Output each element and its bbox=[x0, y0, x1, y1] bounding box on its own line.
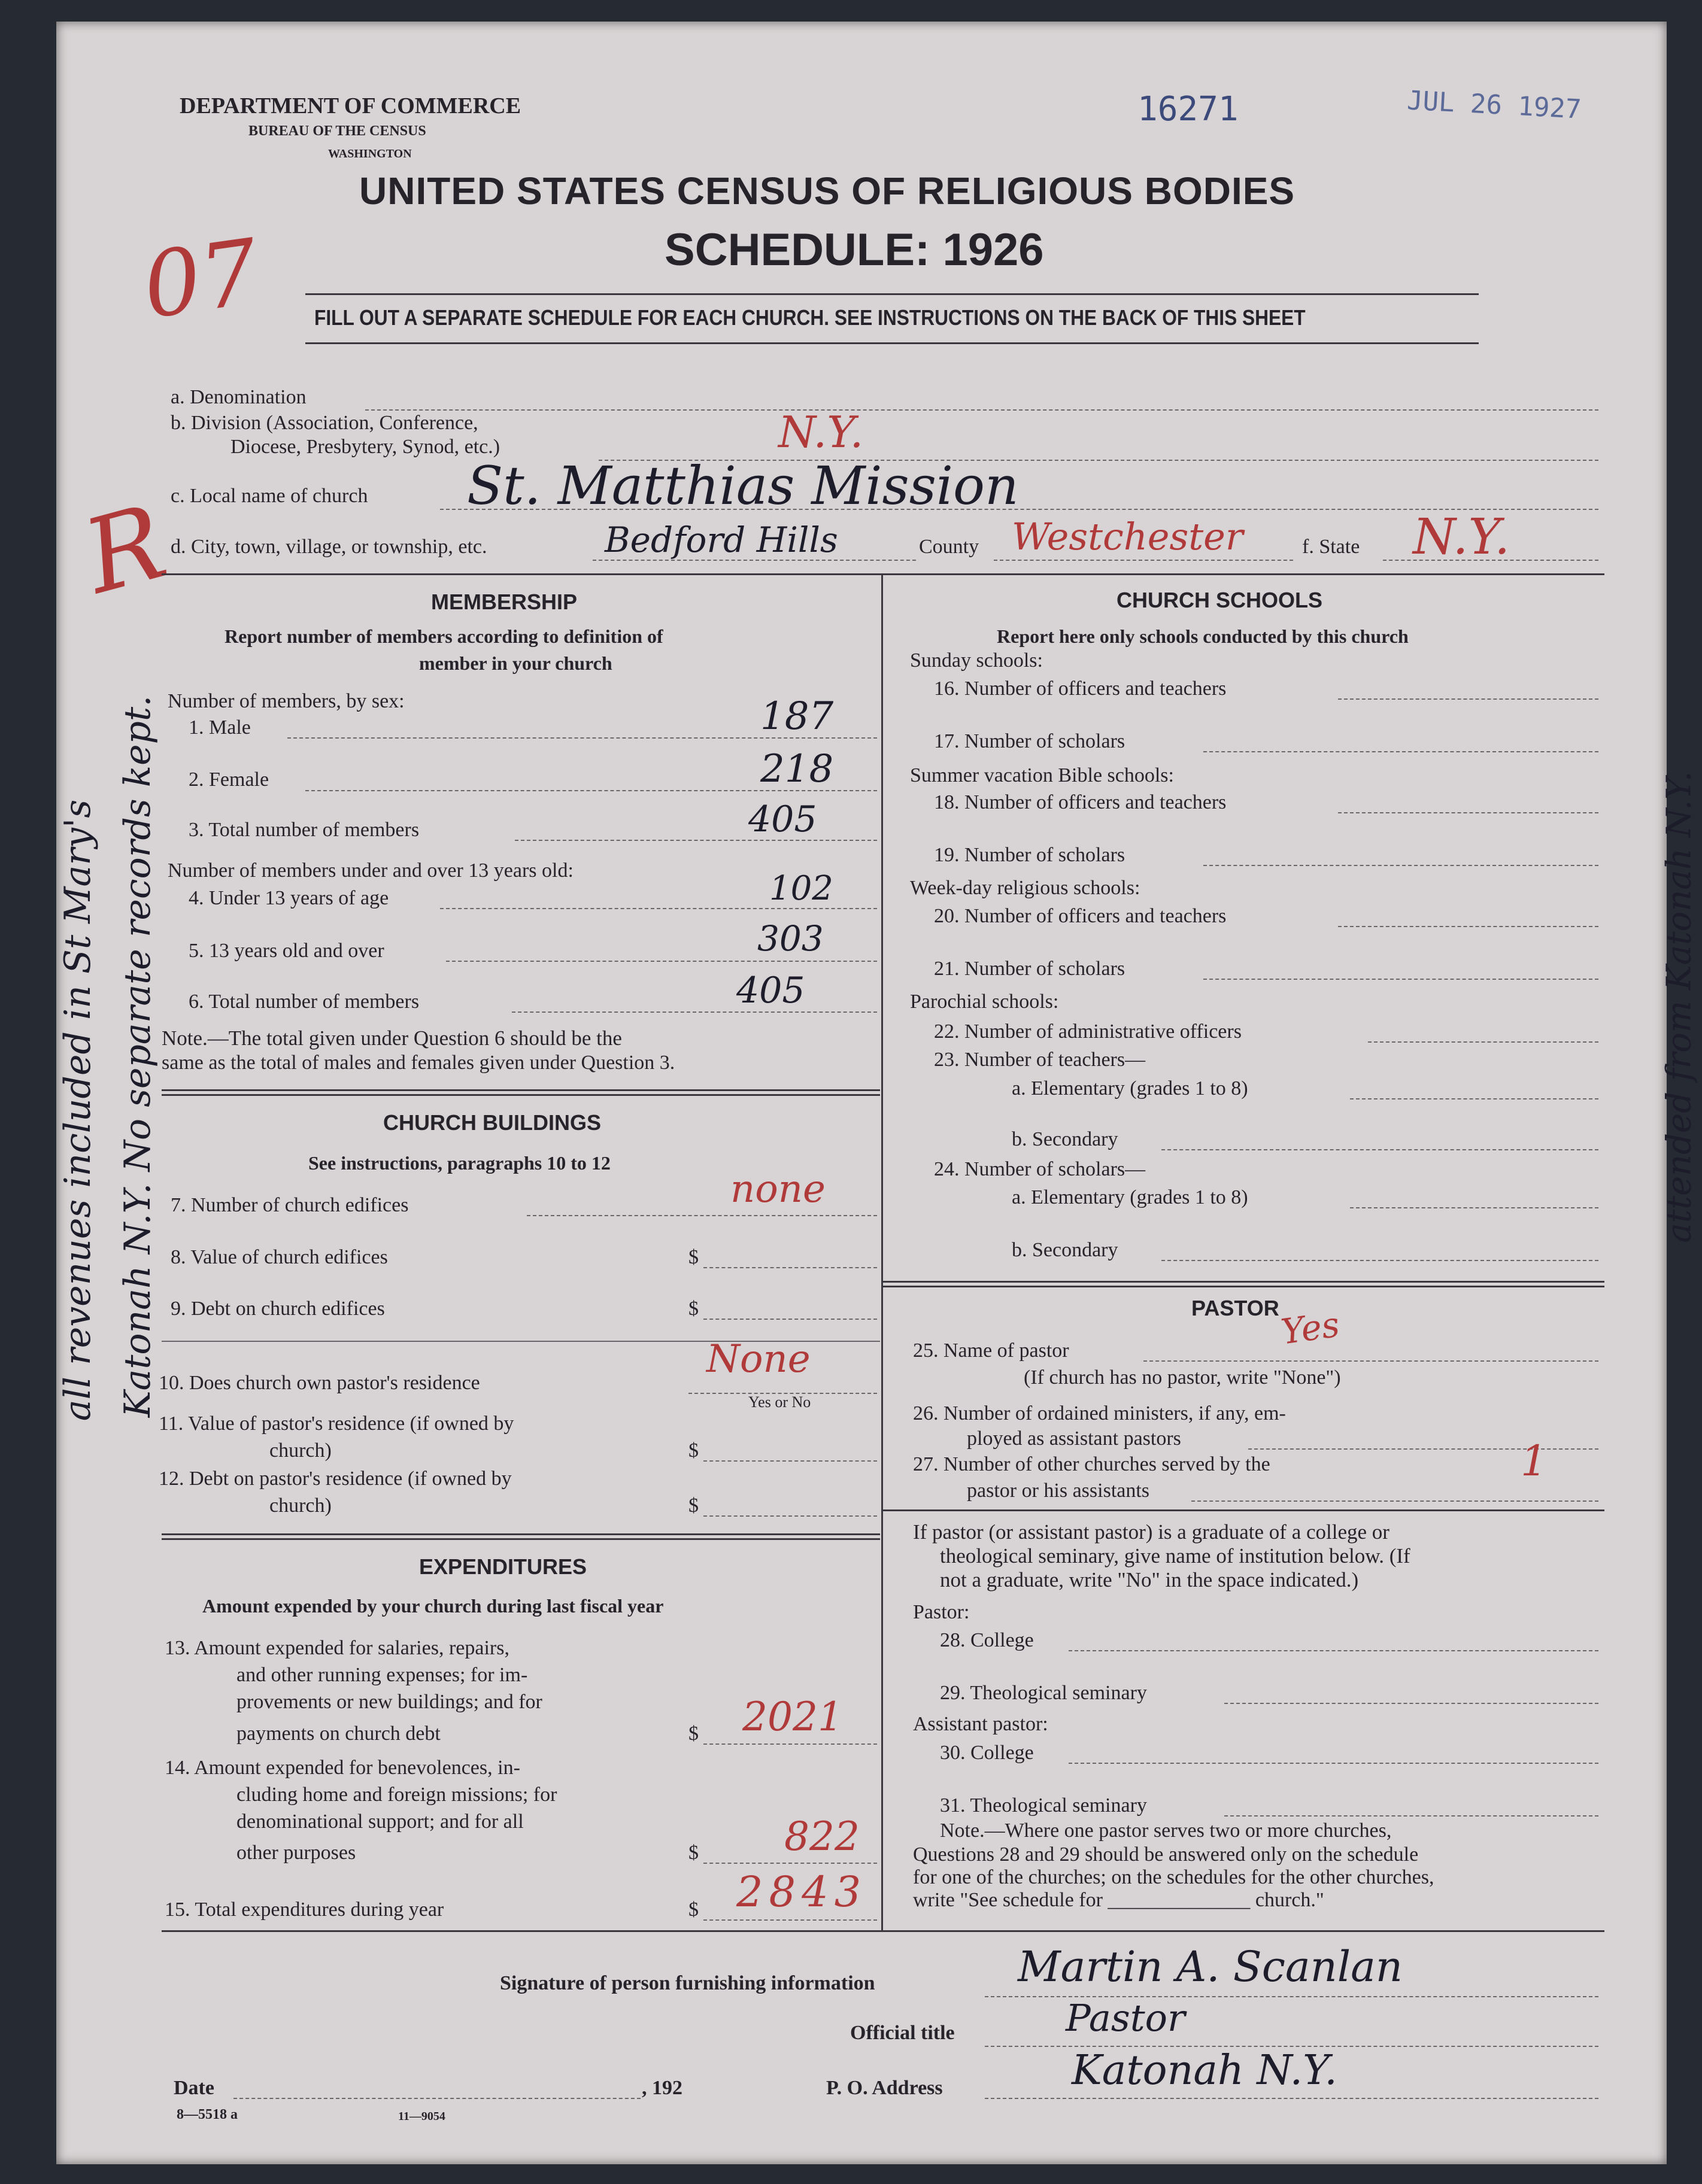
q10-yes-no-hint: Yes or No bbox=[748, 1393, 811, 1411]
q30-line[interactable] bbox=[1069, 1763, 1598, 1764]
membership-intro-1: Report number of members according to definition of bbox=[224, 625, 663, 647]
q30-label: 30. College bbox=[940, 1742, 1034, 1764]
q12-dollar: $ bbox=[688, 1495, 699, 1517]
q14-dollar: $ bbox=[688, 1842, 699, 1864]
schools-heading: CHURCH SCHOOLS bbox=[1117, 588, 1323, 612]
q13-label-2: and other running expenses; for im- bbox=[236, 1664, 528, 1686]
q31-label: 31. Theological seminary bbox=[940, 1794, 1147, 1817]
instruction-line: FILL OUT A SEPARATE SCHEDULE FOR EACH CHURCH. SEE INSTRUCTIONS ON THE BACK OF THIS SHEET bbox=[314, 305, 1306, 330]
q21-line[interactable] bbox=[1203, 979, 1598, 980]
county-label: County bbox=[919, 536, 979, 558]
date-year-suffix: , 192 bbox=[642, 2077, 682, 2099]
q23a-line[interactable] bbox=[1350, 1098, 1598, 1099]
q3-label: 3. Total number of members bbox=[189, 819, 420, 841]
state-value: N.Y. bbox=[1413, 509, 1510, 566]
buildings-heading: CHURCH BUILDINGS bbox=[383, 1110, 601, 1135]
q25-hint: (If church has no pastor, write "None") bbox=[1024, 1366, 1341, 1389]
q27-value: 1 bbox=[1521, 1436, 1548, 1486]
q7-line[interactable] bbox=[527, 1215, 877, 1216]
q13-label-3: provements or new buildings; and for bbox=[236, 1691, 542, 1713]
sunday-schools-label: Sunday schools: bbox=[910, 649, 1043, 672]
q6-label: 6. Total number of members bbox=[189, 991, 420, 1013]
q4-value: 102 bbox=[769, 869, 833, 908]
q18-line[interactable] bbox=[1338, 812, 1598, 813]
q5-line[interactable] bbox=[446, 961, 877, 962]
q13-label: 13. Amount expended for salaries, repairs, bbox=[165, 1637, 509, 1659]
left-margin-note-1: all revenues included in St Mary's bbox=[57, 799, 99, 1421]
division-label: b. Division (Association, Conference, bbox=[171, 412, 478, 434]
q11-line[interactable] bbox=[703, 1460, 877, 1462]
q17-line[interactable] bbox=[1203, 751, 1598, 752]
graduate-rule-top bbox=[883, 1509, 1604, 1511]
membership-heading: MEMBERSHIP bbox=[431, 590, 578, 614]
form-subtitle: SCHEDULE: 1926 bbox=[665, 224, 1044, 275]
q27-line[interactable] bbox=[1191, 1500, 1598, 1502]
po-address-line[interactable] bbox=[985, 2098, 1598, 2099]
q14-label-3: denominational support; and for all bbox=[236, 1811, 524, 1833]
membership-intro-2: member in your church bbox=[419, 652, 612, 674]
q1-value: 187 bbox=[760, 694, 834, 739]
q21-label: 21. Number of scholars bbox=[934, 958, 1125, 980]
local-name-value: St. Matthias Mission bbox=[467, 455, 1019, 517]
q4-line[interactable] bbox=[440, 908, 877, 909]
q8-dollar: $ bbox=[688, 1246, 699, 1268]
schools-subheading: Report here only schools conducted by this church bbox=[997, 625, 1409, 647]
form-number: 8—5518 a bbox=[177, 2107, 238, 2122]
q13-label-4: payments on church debt bbox=[236, 1723, 441, 1745]
q24b-label: b. Secondary bbox=[1012, 1239, 1118, 1261]
q14-line[interactable] bbox=[703, 1863, 877, 1864]
local-name-label: c. Local name of church bbox=[171, 485, 368, 507]
q18-label: 18. Number of officers and teachers bbox=[934, 791, 1227, 813]
city-label: d. City, town, village, or township, etc. bbox=[171, 536, 487, 558]
q26-label-2: ployed as assistant pastors bbox=[967, 1427, 1181, 1450]
city-value: Bedford Hills bbox=[605, 520, 838, 560]
po-address-label: P. O. Address bbox=[826, 2077, 943, 2099]
official-title-label: Official title bbox=[850, 2022, 955, 2044]
division-label-2: Diocese, Presbytery, Synod, etc.) bbox=[230, 436, 500, 458]
left-margin-note-2: Katonah N.Y. No separate records kept. bbox=[117, 695, 159, 1418]
q19-line[interactable] bbox=[1203, 865, 1598, 866]
q11-label: 11. Value of pastor's residence (if owned by bbox=[159, 1413, 514, 1435]
q24b-line[interactable] bbox=[1161, 1260, 1598, 1261]
q19-label: 19. Number of scholars bbox=[934, 844, 1125, 866]
header-rule-bottom bbox=[305, 342, 1479, 344]
q29-line[interactable] bbox=[1224, 1703, 1598, 1704]
county-line[interactable] bbox=[994, 560, 1293, 561]
graduate-note-1: If pastor (or assistant pastor) is a graduate of a college or bbox=[913, 1520, 1389, 1544]
q23b-line[interactable] bbox=[1161, 1149, 1598, 1150]
expenditures-rule-top bbox=[162, 1533, 880, 1535]
pastor-heading: PASTOR bbox=[1191, 1296, 1279, 1320]
q17-label: 17. Number of scholars bbox=[934, 730, 1125, 752]
pastor-rule-top bbox=[883, 1281, 1604, 1283]
date-label: Date bbox=[174, 2077, 214, 2099]
q8-label: 8. Value of church edifices bbox=[171, 1246, 388, 1268]
q26-label: 26. Number of ordained ministers, if any, em- bbox=[913, 1402, 1286, 1424]
q9-label: 9. Debt on church edifices bbox=[171, 1298, 385, 1320]
county-value: Westchester bbox=[1012, 515, 1243, 558]
q20-label: 20. Number of officers and teachers bbox=[934, 905, 1227, 927]
q15-line[interactable] bbox=[703, 1919, 877, 1921]
q24a-line[interactable] bbox=[1350, 1207, 1598, 1208]
q2-label: 2. Female bbox=[189, 768, 269, 791]
q15-label: 15. Total expenditures during year bbox=[165, 1899, 444, 1921]
denomination-line[interactable] bbox=[365, 409, 1598, 411]
q16-line[interactable] bbox=[1338, 698, 1598, 700]
membership-note-1: Note.—The total given under Question 6 should be the bbox=[162, 1026, 622, 1050]
q3-value: 405 bbox=[748, 798, 817, 840]
q28-line[interactable] bbox=[1069, 1650, 1598, 1651]
q1-label: 1. Male bbox=[189, 716, 251, 739]
q10-value: None bbox=[706, 1337, 811, 1381]
q13-dollar: $ bbox=[688, 1723, 699, 1745]
assistant-sublabel: Assistant pastor: bbox=[913, 1713, 1048, 1735]
signature-value: Martin A. Scanlan bbox=[1018, 1942, 1403, 1991]
department-name: DEPARTMENT OF COMMERCE bbox=[180, 93, 521, 119]
bureau-name: BUREAU OF THE CENSUS bbox=[248, 123, 426, 139]
q25-line[interactable] bbox=[1143, 1360, 1598, 1362]
state-label: f. State bbox=[1302, 536, 1360, 558]
date-line[interactable] bbox=[233, 2098, 641, 2099]
q7-value: none bbox=[730, 1167, 826, 1211]
expenditures-heading: EXPENDITURES bbox=[419, 1554, 587, 1579]
red-r-annotation: R bbox=[72, 482, 178, 618]
footer-rule bbox=[162, 1930, 1604, 1932]
q25-value: Yes bbox=[1278, 1304, 1342, 1353]
q31-line[interactable] bbox=[1224, 1815, 1598, 1817]
received-date-stamp: JUL 26 1927 bbox=[1406, 85, 1582, 125]
pastor-note-3: for one of the churches; on the schedules for the other churches, bbox=[913, 1866, 1434, 1888]
q23a-label: a. Elementary (grades 1 to 8) bbox=[1012, 1077, 1248, 1099]
q11-dollar: $ bbox=[688, 1439, 699, 1462]
expenditures-rule-top-2 bbox=[162, 1538, 880, 1540]
q23b-label: b. Secondary bbox=[1012, 1128, 1118, 1150]
buildings-rule-top bbox=[162, 1089, 880, 1091]
q12-label-2: church) bbox=[269, 1495, 332, 1517]
by-age-label: Number of members under and over 13 years old: bbox=[168, 859, 574, 882]
pastor-sublabel: Pastor: bbox=[913, 1601, 970, 1623]
weekday-schools-label: Week-day religious schools: bbox=[910, 877, 1140, 899]
q7-label: 7. Number of church edifices bbox=[171, 1194, 409, 1216]
graduate-note-3: not a graduate, write "No" in the space indicated.) bbox=[940, 1568, 1359, 1591]
graduate-note-2: theological seminary, give name of institution below. (If bbox=[940, 1544, 1410, 1568]
q9-dollar: $ bbox=[688, 1298, 699, 1320]
q12-line[interactable] bbox=[703, 1515, 877, 1517]
pastor-note-2: Questions 28 and 29 should be answered only on the schedule bbox=[913, 1843, 1419, 1866]
q13-line[interactable] bbox=[703, 1743, 877, 1745]
q11-label-2: church) bbox=[269, 1439, 332, 1462]
city-name: WASHINGTON bbox=[328, 147, 412, 160]
q23-label: 23. Number of teachers— bbox=[934, 1049, 1146, 1071]
q27-label: 27. Number of other churches served by the bbox=[913, 1453, 1270, 1475]
column-divider bbox=[881, 573, 883, 1932]
q25-label: 25. Name of pastor bbox=[913, 1339, 1069, 1362]
section-divider-top bbox=[162, 573, 1604, 575]
q29-label: 29. Theological seminary bbox=[940, 1682, 1147, 1704]
q5-value: 303 bbox=[757, 918, 824, 959]
q6-line[interactable] bbox=[512, 1011, 877, 1013]
parochial-schools-label: Parochial schools: bbox=[910, 991, 1059, 1013]
q14-value: 822 bbox=[784, 1814, 860, 1860]
summer-schools-label: Summer vacation Bible schools: bbox=[910, 764, 1174, 786]
q15-value: 2843 bbox=[736, 1867, 867, 1916]
header-rule-top bbox=[305, 293, 1479, 295]
q9-line[interactable] bbox=[703, 1319, 877, 1320]
po-address-value: Katonah N.Y. bbox=[1072, 2047, 1337, 2094]
q14-label: 14. Amount expended for benevolences, in- bbox=[165, 1757, 520, 1779]
q4-label: 4. Under 13 years of age bbox=[189, 887, 389, 909]
q20-line[interactable] bbox=[1338, 926, 1598, 927]
denomination-label: a. Denomination bbox=[171, 386, 307, 408]
pastor-note-1: Note.—Where one pastor serves two or more churches, bbox=[940, 1820, 1392, 1842]
by-sex-label: Number of members, by sex: bbox=[168, 690, 405, 712]
expenditures-subheading: Amount expended by your church during last fiscal year bbox=[202, 1595, 664, 1617]
right-margin-note: attended from Katonah N.Y. bbox=[1659, 771, 1699, 1243]
membership-note-2: same as the total of males and females given under Question 3. bbox=[162, 1052, 675, 1074]
buildings-rule-top-2 bbox=[162, 1094, 880, 1096]
q3-line[interactable] bbox=[515, 840, 877, 841]
pastor-rule-top-2 bbox=[883, 1286, 1604, 1287]
q27-label-2: pastor or his assistants bbox=[967, 1480, 1150, 1502]
red-code-annotation: 07 bbox=[136, 220, 265, 339]
q14-label-4: other purposes bbox=[236, 1842, 356, 1864]
q2-value: 218 bbox=[760, 747, 834, 791]
signature-label: Signature of person furnishing information bbox=[500, 1972, 875, 1994]
q15-dollar: $ bbox=[688, 1899, 699, 1921]
q13-value: 2021 bbox=[742, 1694, 843, 1740]
file-number-stamp: 16271 bbox=[1137, 90, 1239, 129]
official-title-value: Pastor bbox=[1066, 1996, 1185, 2040]
buildings-subheading: See instructions, paragraphs 10 to 12 bbox=[308, 1152, 611, 1174]
q16-label: 16. Number of officers and teachers bbox=[934, 678, 1227, 700]
pastor-note-4: write "See schedule for ______________ church." bbox=[913, 1889, 1324, 1911]
q28-label: 28. College bbox=[940, 1629, 1034, 1651]
q8-line[interactable] bbox=[703, 1267, 877, 1268]
q5-label: 5. 13 years old and over bbox=[189, 940, 384, 962]
q12-label: 12. Debt on pastor's residence (if owned by bbox=[159, 1468, 512, 1490]
q6-value: 405 bbox=[736, 970, 805, 1011]
q22-label: 22. Number of administrative officers bbox=[934, 1020, 1242, 1043]
print-number: 11—9054 bbox=[398, 2110, 445, 2123]
division-value: N.Y. bbox=[778, 407, 864, 457]
q24a-label: a. Elementary (grades 1 to 8) bbox=[1012, 1186, 1248, 1208]
form-title: UNITED STATES CENSUS OF RELIGIOUS BODIES bbox=[359, 169, 1296, 212]
q10-label: 10. Does church own pastor's residence bbox=[159, 1372, 480, 1394]
q22-line[interactable] bbox=[1368, 1041, 1598, 1043]
q24-label: 24. Number of scholars— bbox=[934, 1158, 1146, 1180]
q14-label-2: cluding home and foreign missions; for bbox=[236, 1784, 557, 1806]
